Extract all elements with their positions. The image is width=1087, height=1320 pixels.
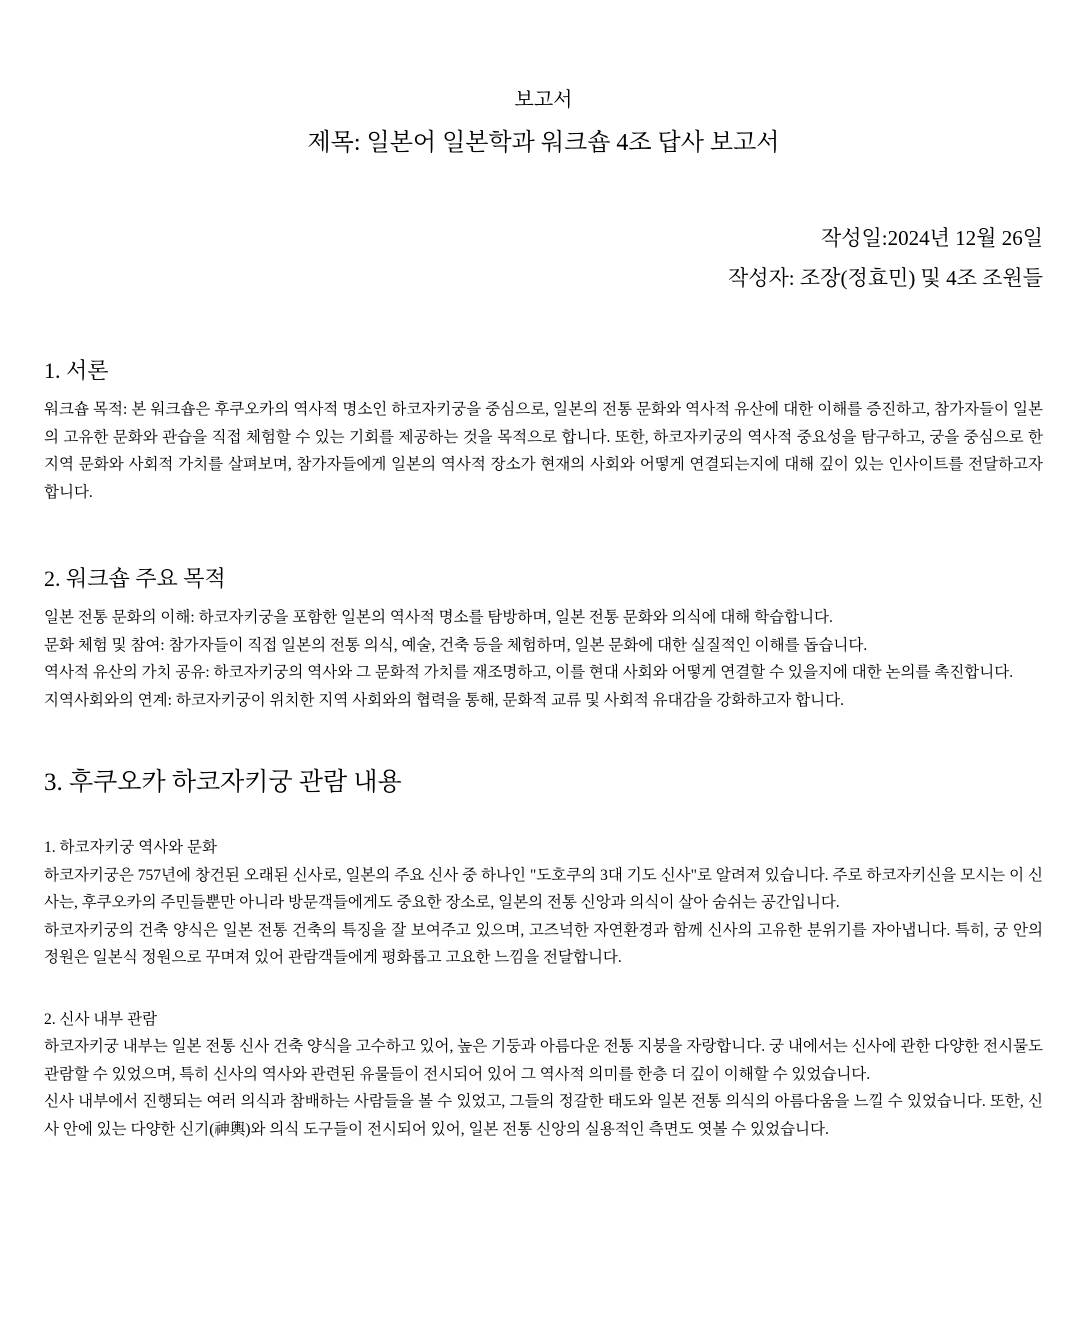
section-2-paragraph-3: 역사적 유산의 가치 공유: 하코자키궁의 역사와 그 문화적 가치를 재조명하고, 이를 현대 사회와 어떻게 연결할 수 있을지에 대한 논의를 촉진합니다.: [44, 664, 1014, 681]
subsection-3-1-heading: 1. 하코자키궁 역사와 문화: [44, 839, 217, 856]
section-2-heading: 2. 워크숍 주요 목적: [44, 566, 226, 591]
date-line: 작성일:2024년 12월 26일: [820, 226, 1043, 250]
subsection-3-2-paragraph-2: 신사 내부에서 진행되는 여러 의식과 참배하는 사람들을 볼 수 있었고, 그들의 정갈한 태도와 일본 전통 의식의 아름다움을 느낄 수 있었습니다. 또한, 신사 안에 있는 다양한 신기(神輿)와 의식 도구들이 전시되어 있어, 일본 전통 신앙의 실용적인 측면도 엿볼 수 있었습니다.: [44, 1093, 1043, 1138]
subsection-3-1-paragraph-1: 하코자키궁은 757년에 창건된 오래된 신사로, 일본의 주요 신사 중 하나인 "도호쿠의 3대 기도 신사"로 알려져 있습니다. 주로 하코자키신을 모시는 이 신사는, 후쿠오카의 주민들뿐만 아니라 방문객들에게도 중요한 장소로, 일본의 전통 신앙과 의식이 살아 숨쉬는 공간입니다.: [44, 866, 1043, 911]
section-3-heading: 3. 후쿠오카 하코자키궁 관람 내용: [44, 769, 402, 796]
section-1-heading: 1. 서론: [44, 358, 109, 383]
author-line: 작성자: 조장(정효민) 및 4조 조원들: [727, 266, 1043, 290]
section-1-paragraph: 워크숍 목적: 본 워크숍은 후쿠오카의 역사적 명소인 하코자키궁을 중심으로, 일본의 전통 문화와 역사적 유산에 대한 이해를 증진하고, 참가자들이 일본의 고유한 문화와 관습을 직접 체험할 수 있는 기회를 제공하는 것을 목적으로 합니다. 또한, 하코자키궁의 역사적 중요성을 탐구하고, 궁을 중심으로 한 지역 문화와 사회적 가치를 살펴보며, 참가자들에게 일본의 역사적 장소가 현재의 사회와 어떻게 연결되는지에 대해 깊이 있는 인사이트를 전달하고자 합니다.: [44, 401, 1043, 501]
section-2-paragraph-2: 문화 체험 및 참여: 참가자들이 직접 일본의 전통 의식, 예술, 건축 등을 체험하며, 일본 문화에 대한 실질적인 이해를 돕습니다.: [44, 636, 868, 654]
document-meta: [44, 218, 1043, 298]
subsection-3-1-paragraph-2: 하코자키궁의 건축 양식은 일본 전통 건축의 특징을 잘 보여주고 있으며, 고즈넉한 자연환경과 함께 신사의 고유한 분위기를 자아냅니다. 특히, 궁 안의 정원은 일본식 정원으로 꾸며져 있어 관람객들에게 평화롭고 고요한 느낌을 전달합니다.: [44, 921, 1043, 966]
subsection-3-2-paragraph-1: 하코자키궁 내부는 일본 전통 신사 건축 양식을 고수하고 있어, 높은 기둥과 아름다운 전통 지붕을 자랑합니다. 궁 내에서는 신사에 관한 다양한 전시물도 관람할 수 있었으며, 특히 신사의 역사와 관련된 유물들이 전시되어 있어 그 역사적 의미를 한층 더 깊이 이해할 수 있었습니다.: [44, 1038, 1043, 1083]
document-type-label: 보고서: [514, 89, 573, 111]
document-title: 제목: 일본어 일본학과 워크숍 4조 답사 보고서: [307, 130, 780, 156]
section-2-paragraph-1: 일본 전통 문화의 이해: 하코자키궁을 포함한 일본의 역사적 명소를 탐방하며, 일본 전통 문화와 의식에 대해 학습합니다.: [44, 609, 833, 626]
subsection-3-2-heading: 2. 신사 내부 관람: [44, 1010, 158, 1028]
section-2-paragraph-4: 지역사회와의 연계: 하코자키궁이 위치한 지역 사회와의 협력을 통해, 문화적 교류 및 사회적 유대감을 강화하고자 합니다.: [44, 691, 844, 709]
